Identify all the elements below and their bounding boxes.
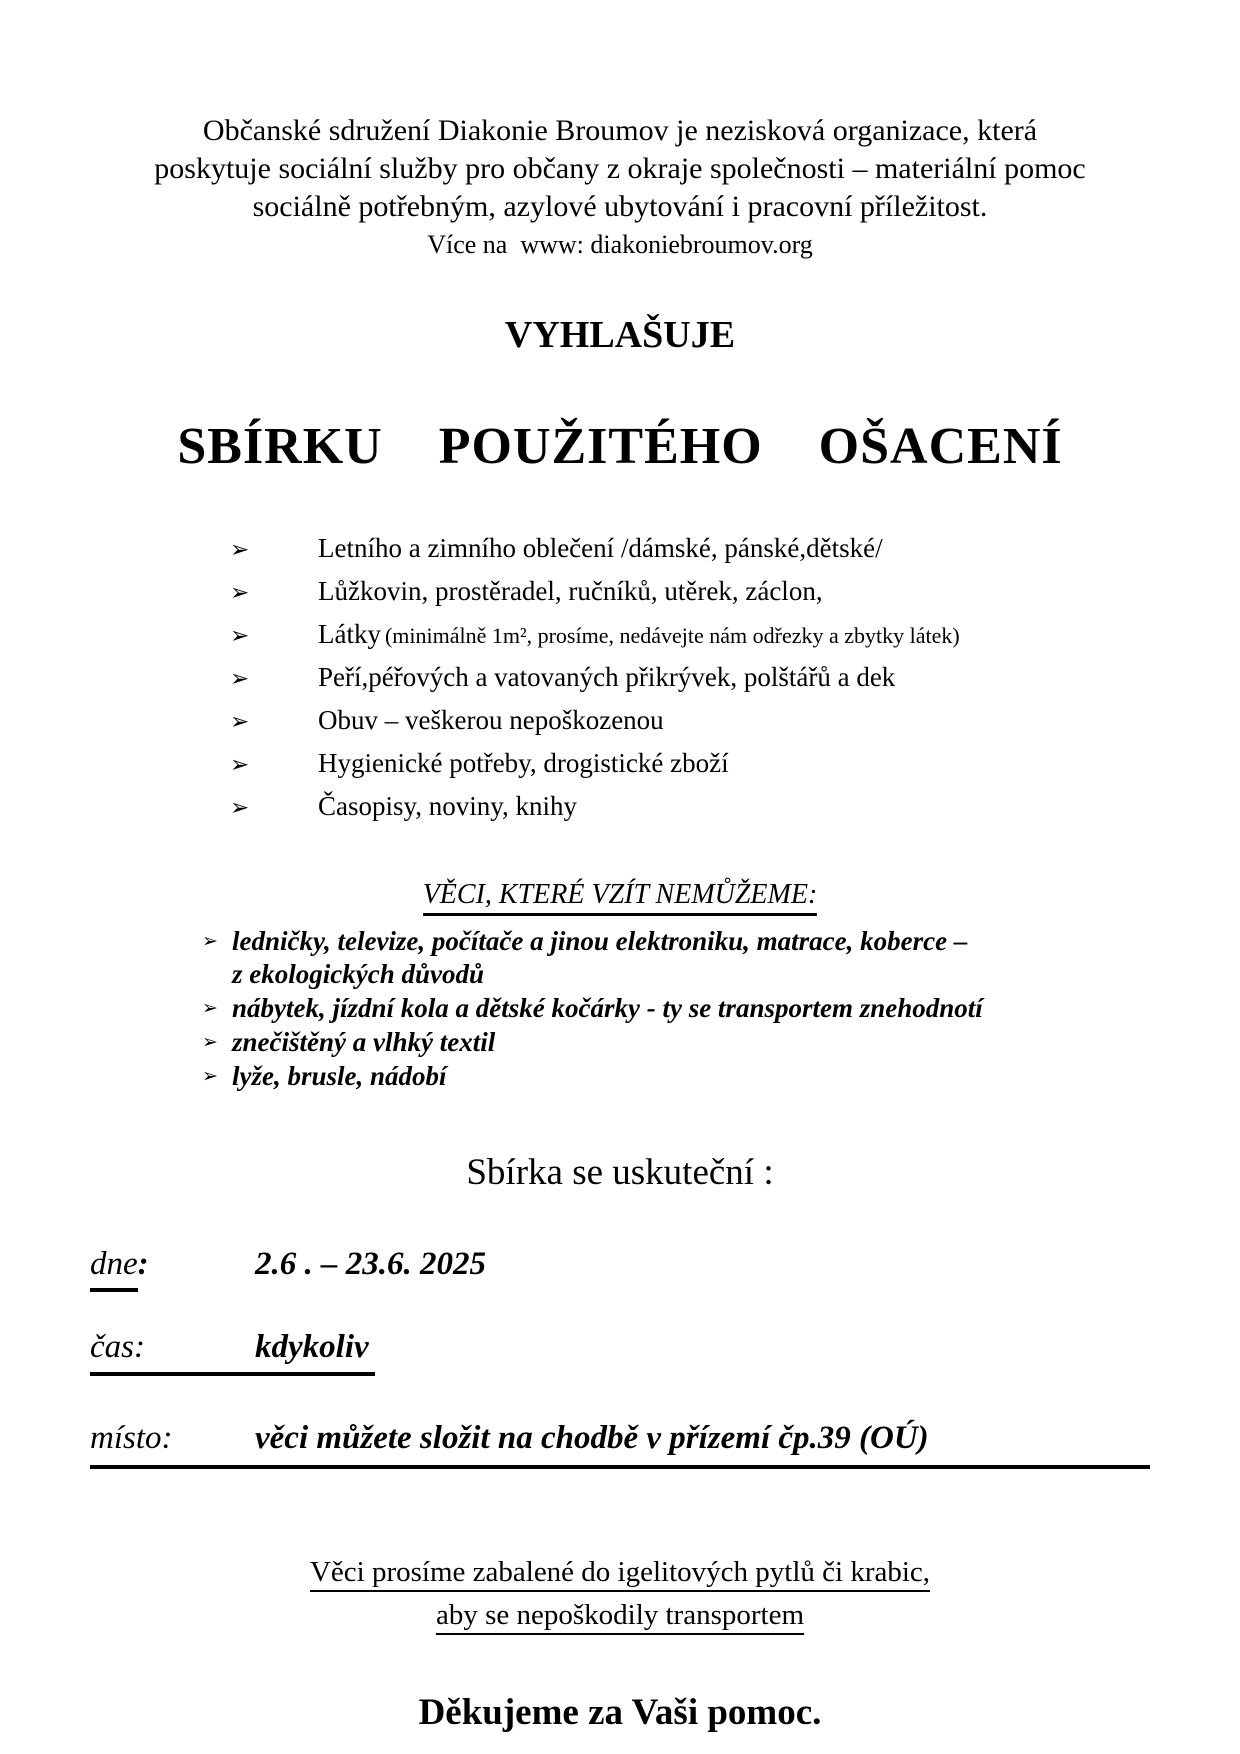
list-item xyxy=(90,786,1150,829)
accepted-item-text: Časopisy, noviny, knihy xyxy=(318,791,578,821)
arrow-bullet-icon: ➢ xyxy=(202,930,218,952)
packing-note-line-2-text: aby se nepoškodily transportem xyxy=(436,1600,804,1635)
intro-paragraph xyxy=(90,112,1150,226)
list-item xyxy=(90,614,1150,657)
rejected-item-text: ledničky, televize, počítače a jinou elektroniku, matrace, koberce – xyxy=(232,926,968,956)
arrow-bullet-icon: ➢ xyxy=(230,666,250,692)
time-label: čas: xyxy=(90,1329,145,1365)
time-underline-group xyxy=(90,1329,375,1376)
schedule-heading xyxy=(90,1151,1150,1194)
packing-note xyxy=(90,1557,1150,1635)
list-item xyxy=(90,743,1150,786)
list-item xyxy=(202,1060,1150,1093)
schedule-row-place xyxy=(90,1420,1150,1469)
intro-line-3: sociálně potřebným, azylové ubytování i pracovní příležitost. xyxy=(252,190,988,223)
date-label-colon: : xyxy=(137,1246,149,1282)
packing-note-line-2 xyxy=(90,1600,1150,1635)
accepted-item-text: Hygienické potřeby, drogistické zboží xyxy=(318,748,729,778)
list-item xyxy=(90,657,1150,700)
arrow-bullet-icon: ➢ xyxy=(230,537,250,563)
schedule-row-time xyxy=(90,1329,1150,1376)
arrow-bullet-icon: ➢ xyxy=(230,709,250,735)
intro-line-2: poskytuje sociální služby pro občany z okraje společnosti – materiální pomoc xyxy=(154,152,1086,185)
schedule-row-date xyxy=(90,1246,1150,1283)
accepted-item-text: Letního a zimního oblečení /dámské, pánské,dětské/ xyxy=(318,533,883,563)
rejected-items-heading xyxy=(90,879,1150,911)
list-item xyxy=(90,571,1150,614)
arrow-bullet-icon: ➢ xyxy=(230,752,250,778)
arrow-bullet-icon: ➢ xyxy=(230,795,250,821)
packing-note-line-1 xyxy=(90,1557,1150,1592)
accepted-item-text: Peří,péřových a vatovaných přikrývek, polštářů a dek xyxy=(318,662,896,692)
accepted-item-text: Lůžkovin, prostěradel, ručníků, utěrek, záclon, xyxy=(318,576,823,606)
accepted-item-text: Obuv – veškerou nepoškozenou xyxy=(318,705,664,735)
rejected-items-heading-text: VĚCI, KTERÉ VZÍT NEMŮŽEME: xyxy=(423,879,818,916)
schedule-heading-text: Sbírka se uskuteční : xyxy=(466,1152,774,1193)
announcement-heading: VYHLAŠUJE xyxy=(504,314,736,356)
page-title-text: SBÍRKU POUŽITÉHO OŠACENÍ xyxy=(177,418,1063,475)
accepted-items-list xyxy=(90,528,1150,829)
time-value: kdykoliv xyxy=(255,1329,369,1365)
arrow-bullet-icon: ➢ xyxy=(202,1065,218,1087)
accepted-item-note: (minimálně 1m², prosíme, nedávejte nám odřezky a zbytky látek) xyxy=(384,623,960,648)
list-item xyxy=(202,1026,1150,1059)
list-item xyxy=(90,528,1150,571)
rejected-item-text: lyže, brusle, nádobí xyxy=(232,1061,447,1091)
rejected-items-list xyxy=(90,925,1150,1093)
rejected-item-text: nábytek, jízdní kola a dětské kočárky - ty se transportem znehodnotí xyxy=(232,993,983,1023)
website-line xyxy=(90,229,1150,261)
accepted-item-text: Látky xyxy=(318,619,381,649)
date-label xyxy=(90,1246,255,1283)
arrow-bullet-icon: ➢ xyxy=(202,1031,218,1053)
arrow-bullet-icon: ➢ xyxy=(230,580,250,606)
rejected-item-text-line2: z ekologických důvodů xyxy=(232,959,484,989)
arrow-bullet-icon: ➢ xyxy=(202,997,218,1019)
list-item xyxy=(90,700,1150,743)
arrow-bullet-icon: ➢ xyxy=(230,623,250,649)
packing-note-line-1-text: Věci prosíme zabalené do igelitových pytlů či krabic, xyxy=(310,1557,930,1592)
thanks-line: Děkujeme za Vaši pomoc. xyxy=(418,1692,822,1733)
place-label: místo: xyxy=(90,1420,173,1456)
date-label-text: dne xyxy=(90,1246,138,1292)
website-text: Více na www: diakoniebroumov.org xyxy=(427,230,813,259)
intro-line-1: Občanské sdružení Diakonie Broumov je nezisková organizace, která xyxy=(202,114,1038,147)
date-value: 2.6 . – 23.6. 2025 xyxy=(255,1246,486,1282)
list-item xyxy=(202,925,1150,991)
list-item xyxy=(202,992,1150,1025)
place-value: věci můžete složit na chodbě v přízemí čp.39 (OÚ) xyxy=(255,1420,929,1456)
rejected-item-text: znečištěný a vlhký textil xyxy=(232,1027,496,1057)
page-title xyxy=(90,417,1150,476)
